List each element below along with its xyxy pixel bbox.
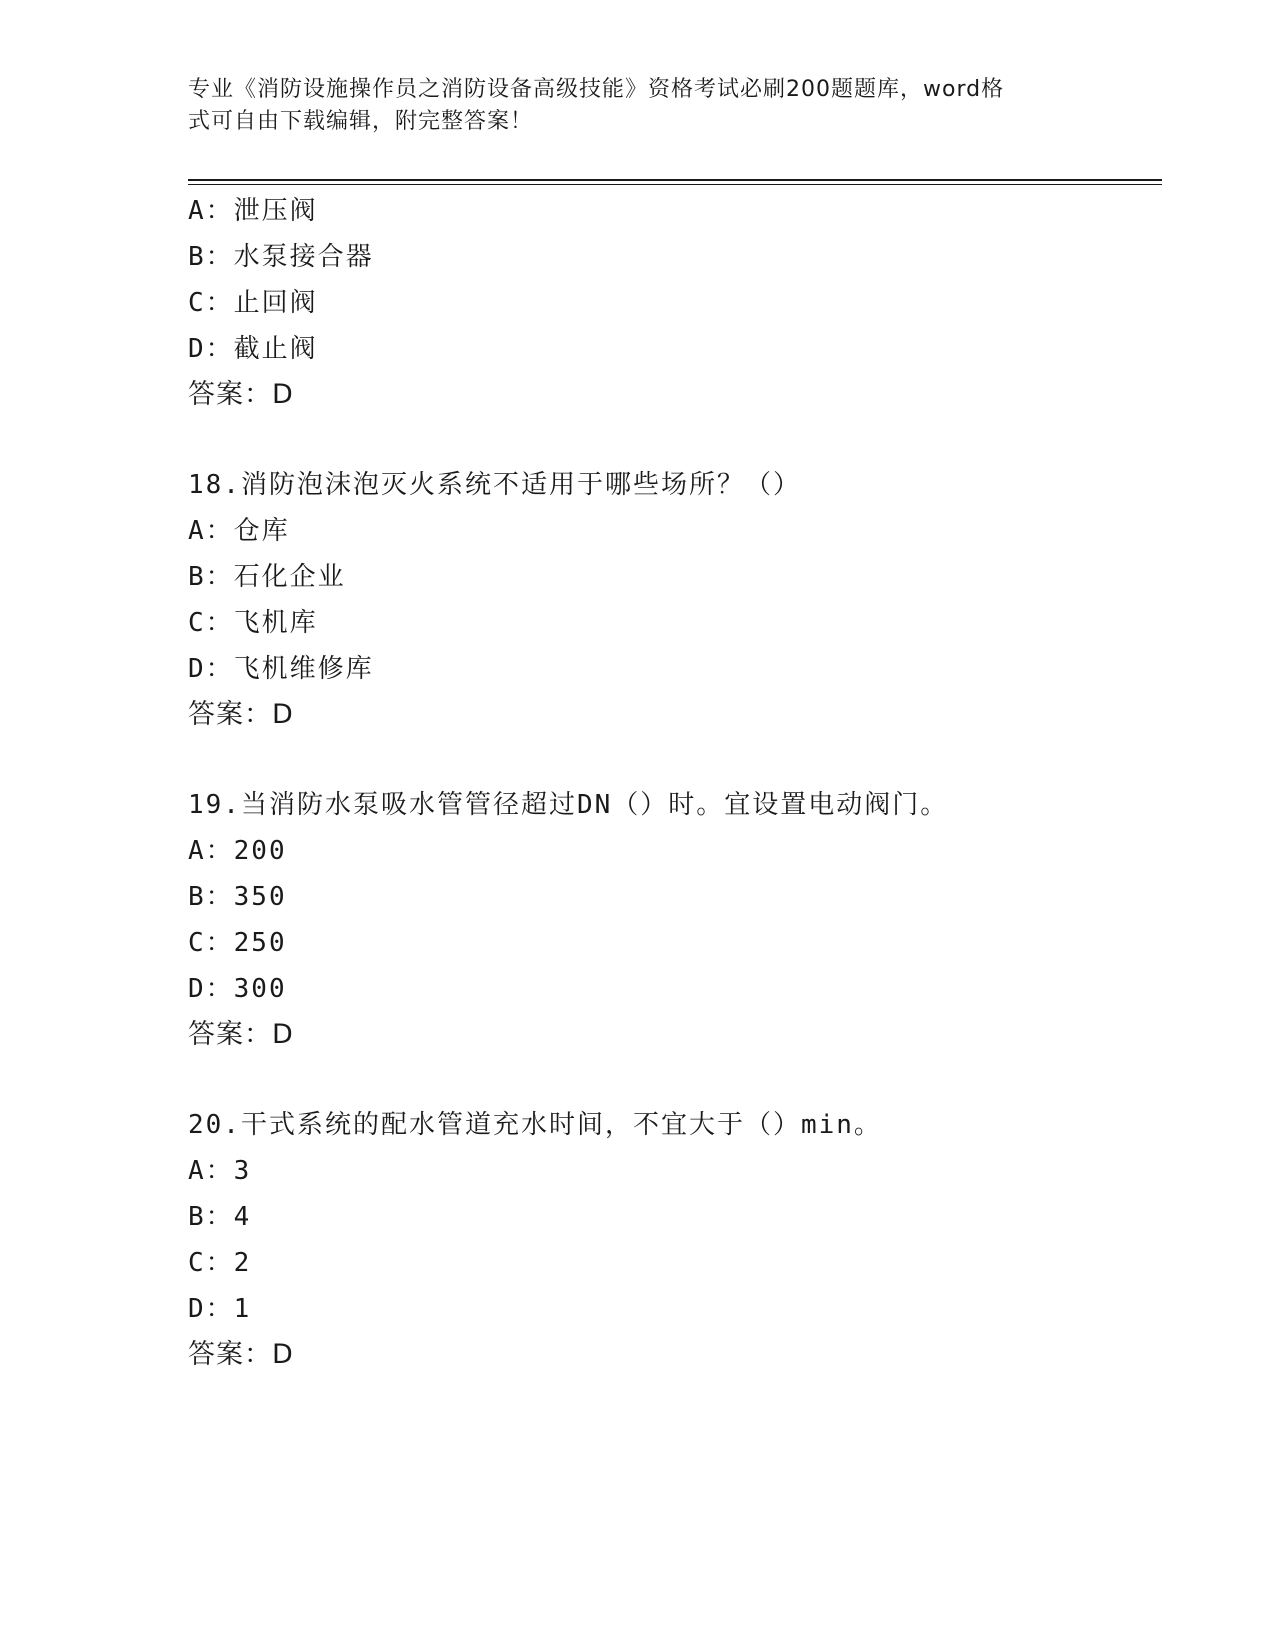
question-text: 19.当消防水泵吸水管管径超过DN（）时。宜设置电动阀门。 bbox=[188, 790, 949, 820]
question-text: 20.干式系统的配水管道充水时间，不宜大于（）min。 bbox=[188, 1110, 882, 1140]
question-list bbox=[188, 188, 1162, 1422]
option-a: A：仓库 bbox=[188, 516, 290, 546]
option-b: B：4 bbox=[188, 1202, 252, 1232]
option-d: D：截止阀 bbox=[188, 334, 318, 364]
option-b: B：水泵接合器 bbox=[188, 242, 374, 272]
document-header bbox=[188, 74, 1088, 138]
option-a: A：泄压阀 bbox=[188, 196, 318, 226]
header-divider-thick bbox=[188, 179, 1162, 181]
option-c: C：2 bbox=[188, 1248, 252, 1278]
option-b: B：石化企业 bbox=[188, 562, 346, 592]
question-19 bbox=[188, 782, 1162, 1058]
header-line-1: 专业《消防设施操作员之消防设备高级技能》资格考试必刷200题题库，word格 bbox=[188, 77, 1005, 102]
question-18 bbox=[188, 462, 1162, 738]
option-d: D：飞机维修库 bbox=[188, 654, 374, 684]
answer: 答案：D bbox=[188, 1339, 294, 1370]
option-c: C：250 bbox=[188, 928, 287, 958]
option-a: A：200 bbox=[188, 836, 287, 866]
answer: 答案：D bbox=[188, 699, 294, 730]
answer: 答案：D bbox=[188, 379, 294, 410]
header-line-2: 式可自由下载编辑，附完整答案！ bbox=[188, 109, 534, 134]
answer: 答案：D bbox=[188, 1019, 294, 1050]
question-17 bbox=[188, 188, 1162, 418]
option-d: D：300 bbox=[188, 974, 287, 1004]
option-b: B：350 bbox=[188, 882, 287, 912]
option-c: C：止回阀 bbox=[188, 288, 318, 318]
header-divider-thin bbox=[188, 184, 1162, 185]
option-c: C：飞机库 bbox=[188, 608, 318, 638]
option-a: A：3 bbox=[188, 1156, 252, 1186]
question-text: 18.消防泡沫泡灭火系统不适用于哪些场所？（） bbox=[188, 470, 801, 500]
option-d: D：1 bbox=[188, 1294, 252, 1324]
question-20 bbox=[188, 1102, 1162, 1378]
